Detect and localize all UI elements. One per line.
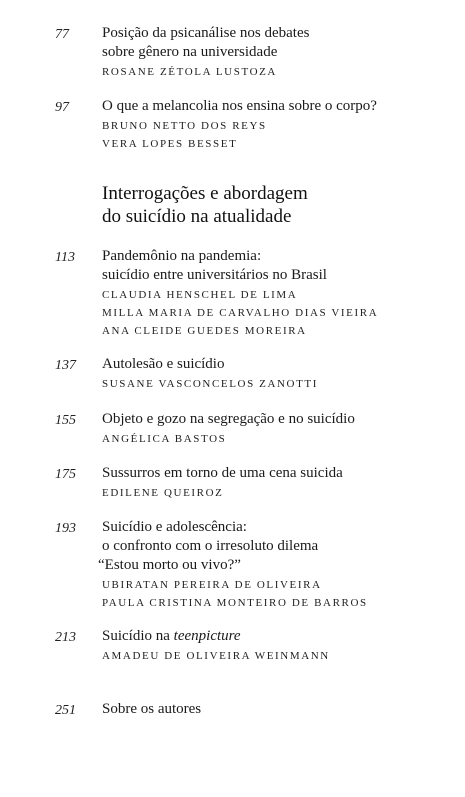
entry-content [102, 700, 442, 719]
page-number: 193 [55, 521, 76, 536]
entry-author: BRUNO NETTO DOS REYS [102, 120, 267, 132]
entry-content [102, 410, 442, 448]
entry-content [98, 518, 442, 612]
entry-content [102, 627, 442, 665]
entry-title-line: suicídio entre universitários no Brasil [102, 267, 327, 283]
entry-title-prefix: Suicídio na [102, 628, 174, 644]
entry-title-line: Suicídio e adolescência: [102, 519, 247, 535]
entry-title-line: Pandemônio na pandemia: [102, 248, 262, 264]
entry-title-line: sobre gênero na universidade [102, 44, 278, 60]
page-number: 77 [55, 27, 69, 42]
entry-title-line: O que a melancolia nos ensina sobre o corpo? [102, 98, 377, 114]
entry-author: MILLA MARIA DE CARVALHO DIAS VIEIRA [102, 307, 379, 319]
entry-author: ANGÉLICA BASTOS [102, 433, 227, 445]
section-heading [102, 182, 308, 228]
entry-author: ROSANE ZÉTOLA LUSTOZA [102, 66, 277, 78]
entry-author: AMADEU DE OLIVEIRA WEINMANN [102, 650, 330, 662]
entry-content [102, 24, 442, 81]
entry-author: UBIRATAN PEREIRA DE OLIVEIRA [102, 579, 322, 591]
entry-author: ANA CLEIDE GUEDES MOREIRA [102, 325, 307, 337]
page-number: 113 [55, 250, 75, 265]
entry-content [102, 247, 442, 340]
entry-title-line: Objeto e gozo na segregação e no suicídio [102, 411, 355, 427]
page-number: 175 [55, 467, 76, 482]
entry-content [102, 464, 442, 502]
section-heading-line: do suicídio na atualidade [102, 206, 292, 227]
entry-content [102, 355, 442, 393]
entry-title-line: Sobre os autores [102, 701, 202, 717]
entry-author: SUSANE VASCONCELOS ZANOTTI [102, 378, 318, 390]
entry-title-line: Autolesão e suicídio [102, 356, 225, 372]
entry-title-line: Posição da psicanálise nos debates [102, 25, 310, 41]
entry-author: EDILENE QUEIROZ [102, 487, 224, 499]
page-number: 137 [55, 358, 76, 373]
entry-title-line: o confronto com o irresoluto dilema [102, 538, 319, 554]
page-number: 97 [55, 100, 69, 115]
entry-author: PAULA CRISTINA MONTEIRO DE BARROS [102, 597, 368, 609]
entry-title-line: Sussurros em torno de uma cena suicida [102, 465, 343, 481]
page-number: 213 [55, 630, 76, 645]
entry-title-italic: teenpicture [173, 628, 241, 644]
entry-title-line [102, 627, 442, 646]
section-heading-line: Interrogações e abordagem [102, 183, 308, 204]
entry-title-line: “Estou morto ou vivo?” [98, 557, 241, 573]
page-number: 155 [55, 413, 76, 428]
entry-author: VERA LOPES BESSET [102, 138, 238, 150]
entry-content [102, 97, 442, 153]
page-number: 251 [55, 703, 76, 718]
entry-author: CLAUDIA HENSCHEL DE LIMA [102, 289, 298, 301]
